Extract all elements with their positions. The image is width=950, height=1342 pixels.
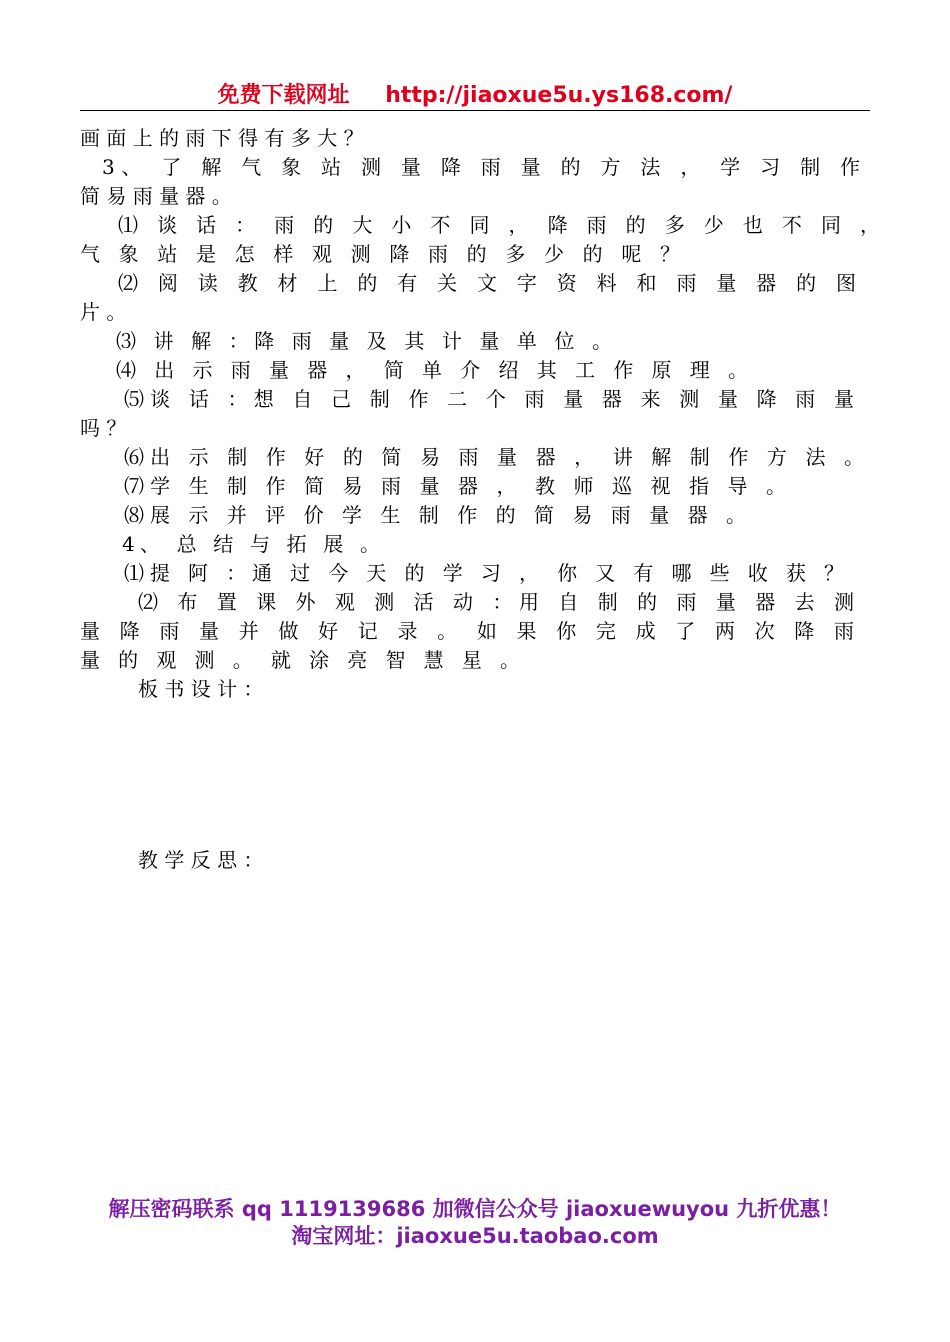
text-line-12: ⑹出 示 制 作 好 的 简 易 雨 量 器 ， 讲 解 制 作 方 法 。 bbox=[124, 445, 864, 469]
text-line-19: 量 的 观 测 。 就 涂 亮 智 慧 星 。 bbox=[80, 648, 520, 672]
text-line-8: ⑶ 讲 解 ：降 雨 量 及 其 计 量 单 位 。 bbox=[116, 329, 612, 353]
text-line-3: 简 易 雨 量 器 。 bbox=[80, 184, 232, 208]
board-design-heading: 板 书 设 计 ： bbox=[138, 677, 264, 701]
text-line-9: ⑷ 出 示 雨 量 器 ， 简 单 介 绍 其 工 作 原 理 。 bbox=[116, 358, 748, 382]
text-line-18: 量 降 雨 量 并 做 好 记 录 。 如 果 你 完 成 了 两 次 降 雨 bbox=[80, 619, 854, 643]
footer-contact-line: 解压密码联系 qq 1119139686 加微信公众号 jiaoxuewuyou 九折优惠！ bbox=[108, 1197, 842, 1221]
text-line-14: ⑻展 示 并 评 价 学 生 制 作 的 简 易 雨 量 器 。 bbox=[124, 503, 746, 527]
download-header bbox=[80, 78, 870, 111]
text-line-17: ⑵ 布 置 课 外 观 测 活 动 ：用 自 制 的 雨 量 器 去 测 bbox=[138, 590, 854, 614]
footer-notice bbox=[0, 1196, 950, 1250]
text-line-7: 片 。 bbox=[80, 300, 127, 324]
text-line-15: 4、 总 结 与 拓 展 。 bbox=[122, 532, 380, 556]
text-line-6: ⑵ 阅 读 教 材 上 的 有 关 文 字 资 料 和 雨 量 器 的 图 bbox=[118, 271, 856, 295]
document-body bbox=[80, 124, 880, 875]
text-line-4: ⑴ 谈 话 ： 雨 的 大 小 不 同 ， 降 雨 的 多 少 也 不 同 ， bbox=[118, 213, 880, 237]
text-line-16: ⑴提 阿 ：通 过 今 天 的 学 习 ， 你 又 有 哪 些 收 获 ？ bbox=[124, 561, 844, 585]
header-label: 免费下载网址 bbox=[217, 83, 350, 108]
text-line-10: ⑸谈 话 ：想 自 己 制 作 二 个 雨 量 器 来 测 量 降 雨 量 bbox=[124, 387, 854, 411]
text-line-2: 3、 了 解 气 象 站 测 量 降 雨 量 的 方 法 ， 学 习 制 作 bbox=[102, 155, 860, 179]
text-line-5: 气 象 站 是 怎 样 观 测 降 雨 的 多 少 的 呢 ？ bbox=[80, 242, 680, 266]
text-line-1: 画 面 上 的 雨 下 得 有 多 大 ？ bbox=[80, 126, 364, 150]
text-line-13: ⑺学 生 制 作 简 易 雨 量 器 ， 教 师 巡 视 指 导 。 bbox=[124, 474, 786, 498]
text-line-11: 吗 ？ bbox=[80, 416, 127, 440]
blank-space bbox=[80, 704, 880, 846]
header-url-link[interactable]: http://jiaoxue5u.ys168.com/ bbox=[385, 83, 733, 108]
teaching-reflection-heading: 教 学 反 思 ： bbox=[138, 848, 264, 872]
footer-shop-link[interactable]: 淘宝网址：jiaoxue5u.taobao.com bbox=[291, 1224, 659, 1248]
